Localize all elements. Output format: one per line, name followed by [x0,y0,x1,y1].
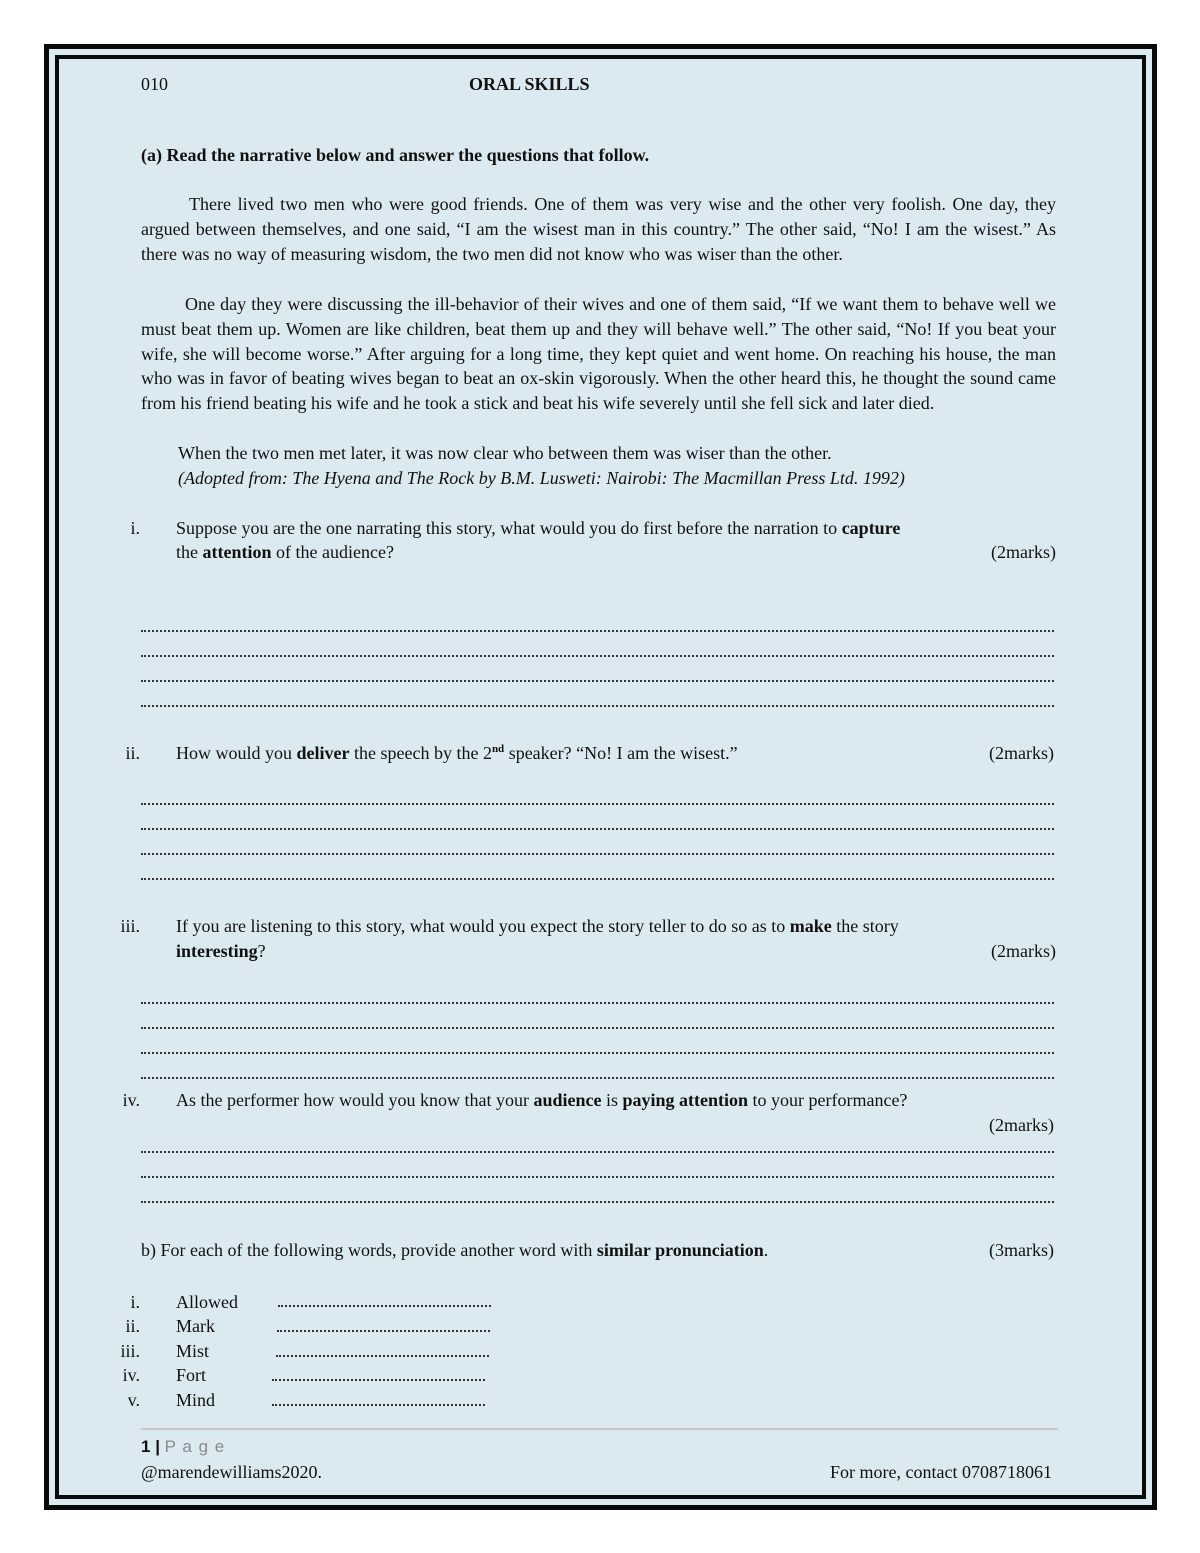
answer-line[interactable] [141,853,1054,855]
q1-bold2: attention [202,542,272,562]
answer-line[interactable] [141,1151,1054,1153]
b-post: . [763,1240,769,1260]
q4-mid: is [601,1090,623,1110]
q2-bold: deliver [296,743,350,763]
p1-rest: One day, they argued between themselves, and one said, “I am the wisest man in this country.” The other said, “No! I am the wisest.” As there was no way of measuring wisdom, the two men did not know who was wiser than the other. [141,194,1057,264]
word-4: Fort [176,1365,207,1385]
page-title: ORAL SKILLS [469,74,590,94]
p2-line1: One day they were discussing the ill-behavior of their wives and one of them said, “If we want them [185,294,919,314]
q4-pre: As the performer how would you know that your [176,1090,534,1110]
q3-post2: ? [257,941,266,961]
q2-post: speaker? “No! I am the wisest.” [504,743,738,763]
word-2-answer-line[interactable] [277,1330,490,1332]
q3-bold2: interesting [176,941,258,961]
author-handle: @marendewilliams2020. [141,1462,323,1482]
q2-mid: the speech by the 2 [349,743,492,763]
question-4-number: iv. [122,1090,140,1110]
question-3-marks: (2marks) [991,941,1056,961]
page-border-inner [55,55,1146,1499]
question-3-line1 [176,914,899,938]
answer-line[interactable] [141,878,1054,880]
question-1-line2 [176,540,394,564]
q3-post: the story [831,916,899,936]
question-4-text [176,1088,907,1112]
question-1-line1 [176,516,900,540]
answer-line[interactable] [141,1077,1054,1079]
word-1-answer-line[interactable] [278,1305,491,1307]
p1-line1: There lived two men who were good friends. One of them was very wise and the other very foolish. [189,194,946,214]
question-3-line2 [176,939,266,963]
narrative-paragraph-2 [141,292,1056,416]
answer-line[interactable] [141,1002,1054,1004]
page-label: P a g e [164,1437,226,1456]
q1-text: Suppose you are the one narrating this story, what would you do first before the narration to [176,518,842,538]
answer-line[interactable] [141,1201,1054,1203]
answer-line[interactable] [141,1027,1054,1029]
question-2-text [176,741,738,765]
q4-bold1: audience [533,1090,602,1110]
citation: (Adopted from: The Hyena and The Rock by B.M. Lusweti: Nairobi: The Macmillan Press Ltd. 1992) [178,468,905,488]
paper-code: 010 [141,74,168,94]
q3-bold: make [789,916,832,936]
b-pre: b) For each of the following words, provide another word with [141,1240,597,1260]
q1-text3: of the audience? [271,542,394,562]
word-2-number: ii. [125,1316,140,1336]
answer-line[interactable] [141,655,1054,657]
q2-pre: How would you [176,743,297,763]
word-5: Mind [176,1390,216,1410]
answer-line[interactable] [141,630,1054,632]
word-4-number: iv. [122,1365,140,1385]
question-1-marks: (2marks) [991,542,1056,562]
word-3-number: iii. [120,1341,140,1361]
word-5-number: v. [127,1390,140,1410]
contact-info: For more, contact 0708718061 [830,1462,1052,1482]
answer-line[interactable] [141,1176,1054,1178]
page-sep: | [150,1437,165,1456]
answer-line[interactable] [141,705,1054,707]
question-2-marks: (2marks) [989,743,1054,763]
q1-bold: capture [841,518,901,538]
answer-line[interactable] [141,1052,1054,1054]
question-2-number: ii. [125,743,140,763]
answer-line[interactable] [141,803,1054,805]
section-b-instruction [141,1238,768,1262]
word-2: Mark [176,1316,215,1336]
narrative-paragraph-1 [141,192,1056,266]
q4-bold2: paying attention [622,1090,748,1110]
footer-divider [141,1428,1058,1430]
answer-line[interactable] [141,680,1054,682]
b-bold: similar pronunciation [596,1240,764,1260]
section-b-marks: (3marks) [989,1240,1054,1260]
q3-pre: If you are listening to this story, what would you expect the story teller to do so as to [176,916,790,936]
question-4-marks: (2marks) [989,1115,1054,1135]
question-1-number: i. [130,518,140,538]
word-1-number: i. [130,1292,140,1312]
word-1: Allowed [176,1292,238,1312]
q4-post: to your performance? [748,1090,908,1110]
q2-sup: nd [491,743,505,755]
page-number [141,1436,225,1458]
question-3-number: iii. [120,916,140,936]
answer-line[interactable] [141,828,1054,830]
word-5-answer-line[interactable] [272,1404,485,1406]
word-4-answer-line[interactable] [272,1379,485,1381]
section-a-instruction: (a) Read the narrative below and answer the questions that follow. [141,145,650,165]
q1-text2: the [176,542,203,562]
word-3: Mist [176,1341,210,1361]
word-3-answer-line[interactable] [276,1355,489,1357]
page-num: 1 [141,1437,151,1456]
p2-rest: to behave well we must beat them up. Women are like children, beat them up and they will behave well.” The other said, “No! If you beat your wife, she will become worse.” After arguing for a long time, they kept quiet and went home. On reaching his house, the man who was in favor of beating wives began to beat an ox-skin vigorously. When the other heard this, he thought the sound came from his friend beating his wife and he took a stick and beat his wife severely until she fell sick and later died. [141,294,1056,414]
narrative-paragraph-3: When the two men met later, it was now clear who between them was wiser than the other. [178,443,832,463]
